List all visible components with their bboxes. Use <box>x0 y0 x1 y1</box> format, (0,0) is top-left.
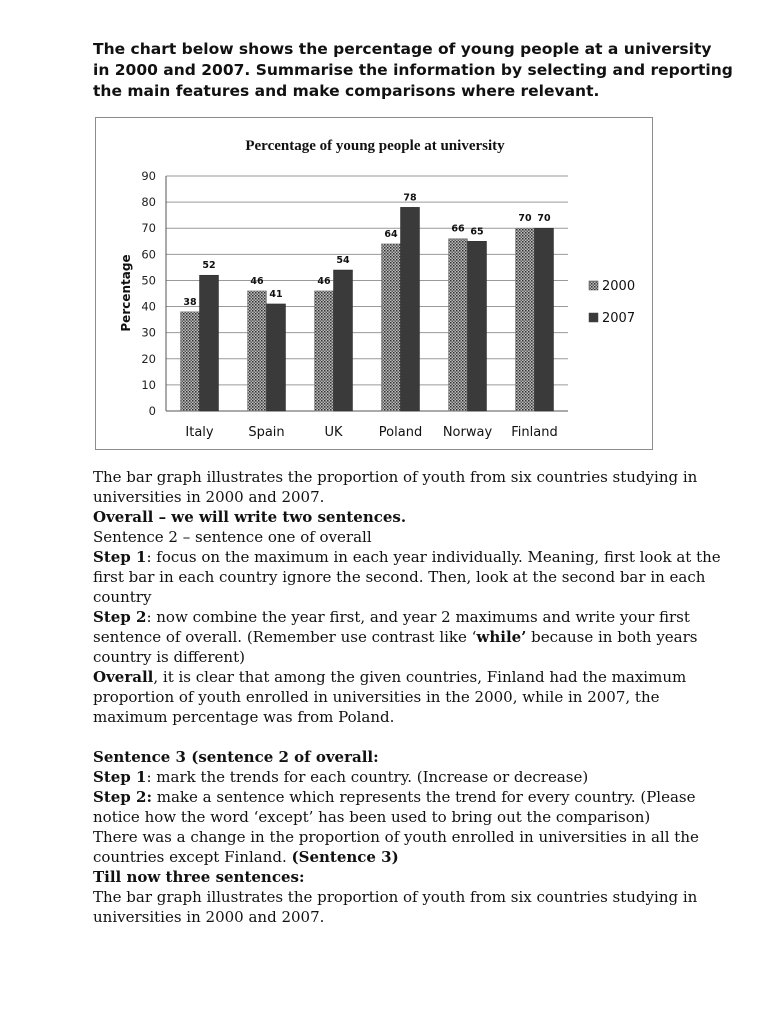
y-tick-label: 40 <box>141 299 156 314</box>
data-label: 46 <box>317 275 331 287</box>
bar-2000-uk <box>315 291 334 411</box>
gridlines <box>166 176 568 411</box>
step2-text-b: because in both years country is different) <box>93 628 698 666</box>
step2-text-a: : now combine the year first, and year 2 maximums and write your first sentence of overall. (Remember use contrast like ‘ <box>93 608 690 646</box>
x-tick-labels <box>185 425 557 440</box>
overall-label: Overall <box>93 668 154 686</box>
bar-2000-norway <box>449 239 468 411</box>
data-label: 52 <box>202 260 216 272</box>
y-tick-label: 90 <box>141 169 156 183</box>
step1-text: : focus on the maximum in each year individually. Meaning, first look at the first bar in each country ignore the second. Then, look at the second bar in each country <box>93 548 721 606</box>
bar-2007-italy <box>200 275 219 411</box>
y-tick-label: 80 <box>141 195 156 210</box>
overall-heading: Overall – we will write two sentences. <box>93 508 407 526</box>
legend-label-2007: 2007 <box>602 311 636 326</box>
step1-paragraph <box>93 547 733 607</box>
bars <box>181 207 554 411</box>
step1b-label: Step 1 <box>93 768 147 786</box>
till-now-heading: Till now three sentences: <box>93 868 305 886</box>
y-tick-labels <box>141 169 156 418</box>
bar-2000-poland <box>382 244 401 411</box>
y-tick-label: 0 <box>148 404 156 418</box>
step2b-text: make a sentence which represents the trend for every country. (Please notice how the word ‘except’ has been used to bring out the comparison) <box>93 788 696 826</box>
x-tick-label: Italy <box>185 425 214 440</box>
data-label: 38 <box>183 296 197 308</box>
sentence3-heading: Sentence 3 (sentence 2 of overall: <box>93 748 379 766</box>
x-tick-label: Poland <box>378 425 423 440</box>
outro-paragraph: The bar graph illustrates the proportion of youth from six countries studying in universities in 2000 and 2007. <box>93 888 698 926</box>
task-prompt: The chart below shows the percentage of young people at a university in 2000 and 2007. Summarise the information by selecting and reporting the main features and make comparisons where relevant. <box>93 40 733 100</box>
step1b-paragraph <box>93 767 733 787</box>
y-tick-label: 20 <box>141 351 156 366</box>
data-label: 70 <box>537 213 551 225</box>
bar-2000-finland <box>516 228 535 411</box>
legend <box>589 279 635 326</box>
sentence2-label: Sentence 2 – sentence one of overall <box>93 528 372 546</box>
step2-paragraph <box>93 607 733 667</box>
change-bold: (Sentence 3) <box>291 848 399 866</box>
bar-2000-italy <box>181 312 200 411</box>
bar-2007-spain <box>267 304 286 411</box>
step2-label: Step 2 <box>93 608 147 626</box>
change-paragraph <box>93 827 733 867</box>
step2b-label: Step 2: <box>93 788 152 806</box>
bar-2007-poland <box>401 207 420 411</box>
explanation-text <box>93 467 733 927</box>
bar-2000-spain <box>248 291 267 411</box>
x-tick-label: Norway <box>442 425 493 440</box>
data-label: 46 <box>250 275 264 287</box>
overall-paragraph <box>93 667 733 727</box>
data-label: 54 <box>336 255 350 266</box>
data-labels <box>183 192 551 307</box>
bar-2007-norway <box>468 241 487 411</box>
chart-title: Percentage of young people at university <box>245 138 505 154</box>
data-label: 78 <box>403 192 417 204</box>
overall-text: , it is clear that among the given countries, Finland had the maximum proportion of youth enrolled in universities in the 2000, while in 2007, the maximum percentage was from Poland. <box>93 668 687 726</box>
y-tick-label: 30 <box>141 325 156 340</box>
legend-label-2000: 2000 <box>602 279 636 294</box>
legend-swatch-2000 <box>589 281 598 290</box>
step1b-text: : mark the trends for each country. (Increase or decrease) <box>146 768 589 786</box>
x-tick-label: Spain <box>248 425 285 440</box>
intro-paragraph: The bar graph illustrates the proportion of youth from six countries studying in universities in 2000 and 2007. <box>93 468 698 506</box>
y-tick-label: 70 <box>141 221 156 236</box>
data-label: 70 <box>518 213 532 225</box>
bar-chart <box>95 117 653 450</box>
data-label: 64 <box>384 228 398 240</box>
data-label: 41 <box>269 288 283 300</box>
data-label: 66 <box>451 223 465 235</box>
y-tick-label: 60 <box>141 247 156 262</box>
step1-label: Step 1 <box>93 548 147 566</box>
chart-svg <box>96 118 654 451</box>
y-axis-label: Percentage <box>119 254 133 332</box>
x-tick-label: UK <box>324 425 343 440</box>
y-tick-label: 50 <box>141 273 156 288</box>
change-text: There was a change in the proportion of youth enrolled in universities in all the countries except Finland. <box>93 828 699 866</box>
step2b-paragraph <box>93 787 733 827</box>
step2-bold: while’ <box>476 628 527 646</box>
legend-swatch-2007 <box>589 313 598 322</box>
bar-2007-finland <box>535 228 554 411</box>
y-tick-label: 10 <box>141 377 156 392</box>
bar-2007-uk <box>334 270 353 411</box>
data-label: 65 <box>470 226 484 238</box>
x-tick-label: Finland <box>511 425 558 440</box>
